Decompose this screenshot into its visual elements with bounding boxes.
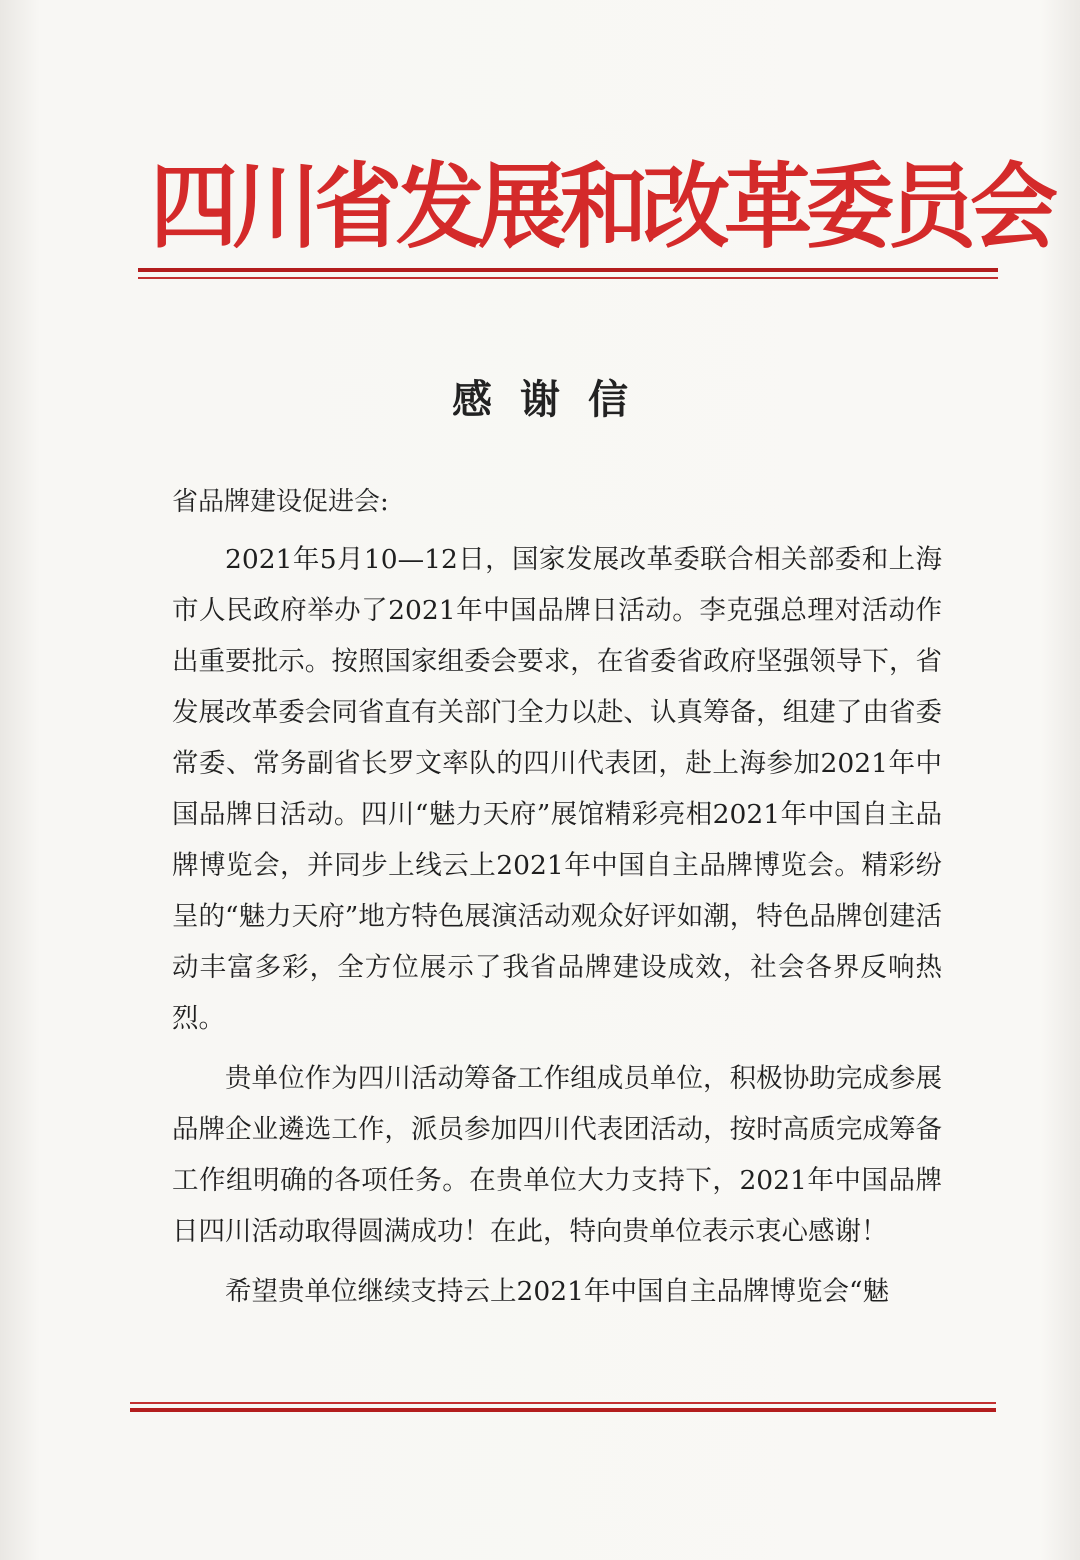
footer-divider bbox=[130, 1402, 996, 1412]
divider-thin-line bbox=[138, 277, 998, 279]
letter-paragraph: 希望贵单位继续支持云上2021年中国自主品牌博览会“魅 bbox=[225, 1276, 889, 1307]
letterhead-organization: 四川省发展和改革委员会 bbox=[150, 153, 1053, 262]
divider-thin-line bbox=[130, 1402, 996, 1404]
letter-paragraph: 2021年5月10—12日，国家发展改革委联合相关部委和上海市人民政府举办了2021年中国品牌日活动。李克强总理对活动作出重要批示。按照国家组委会要求，在省委省政府坚强领导下，省发展改革委会同省直有关部门全力以赴、认真筹备，组建了由省委常委、常务副省长罗文率队的四川代表团，赴上海参加2021年中国品牌日活动。四川“魅力天府”展馆精彩亮相2021年中国自主品牌博览会，并同步上线云上2021年中国自主品牌博览会。精彩纷呈的“魅力天府”地方特色展演活动观众好评如潮，特色品牌创建活动丰富多彩，全方位展示了我省品牌建设成效，社会各界反响热烈。 bbox=[172, 544, 942, 1034]
divider-thick-line bbox=[138, 268, 998, 272]
letter-title: 感谢信 bbox=[452, 376, 656, 423]
letter-salutation: 省品牌建设促进会: bbox=[172, 487, 389, 517]
letter-paragraph: 贵单位作为四川活动筹备工作组成员单位，积极协助完成参展品牌企业遴选工作，派员参加四川代表团活动，按时高质完成筹备工作组明确的各项任务。在贵单位大力支持下，2021年中国品牌日四川活动取得圆满成功！在此，特向贵单位表示衷心感谢！ bbox=[172, 1063, 942, 1247]
divider-thick-line bbox=[130, 1408, 996, 1412]
letter-body bbox=[172, 534, 942, 1317]
letterhead-divider bbox=[138, 268, 998, 279]
